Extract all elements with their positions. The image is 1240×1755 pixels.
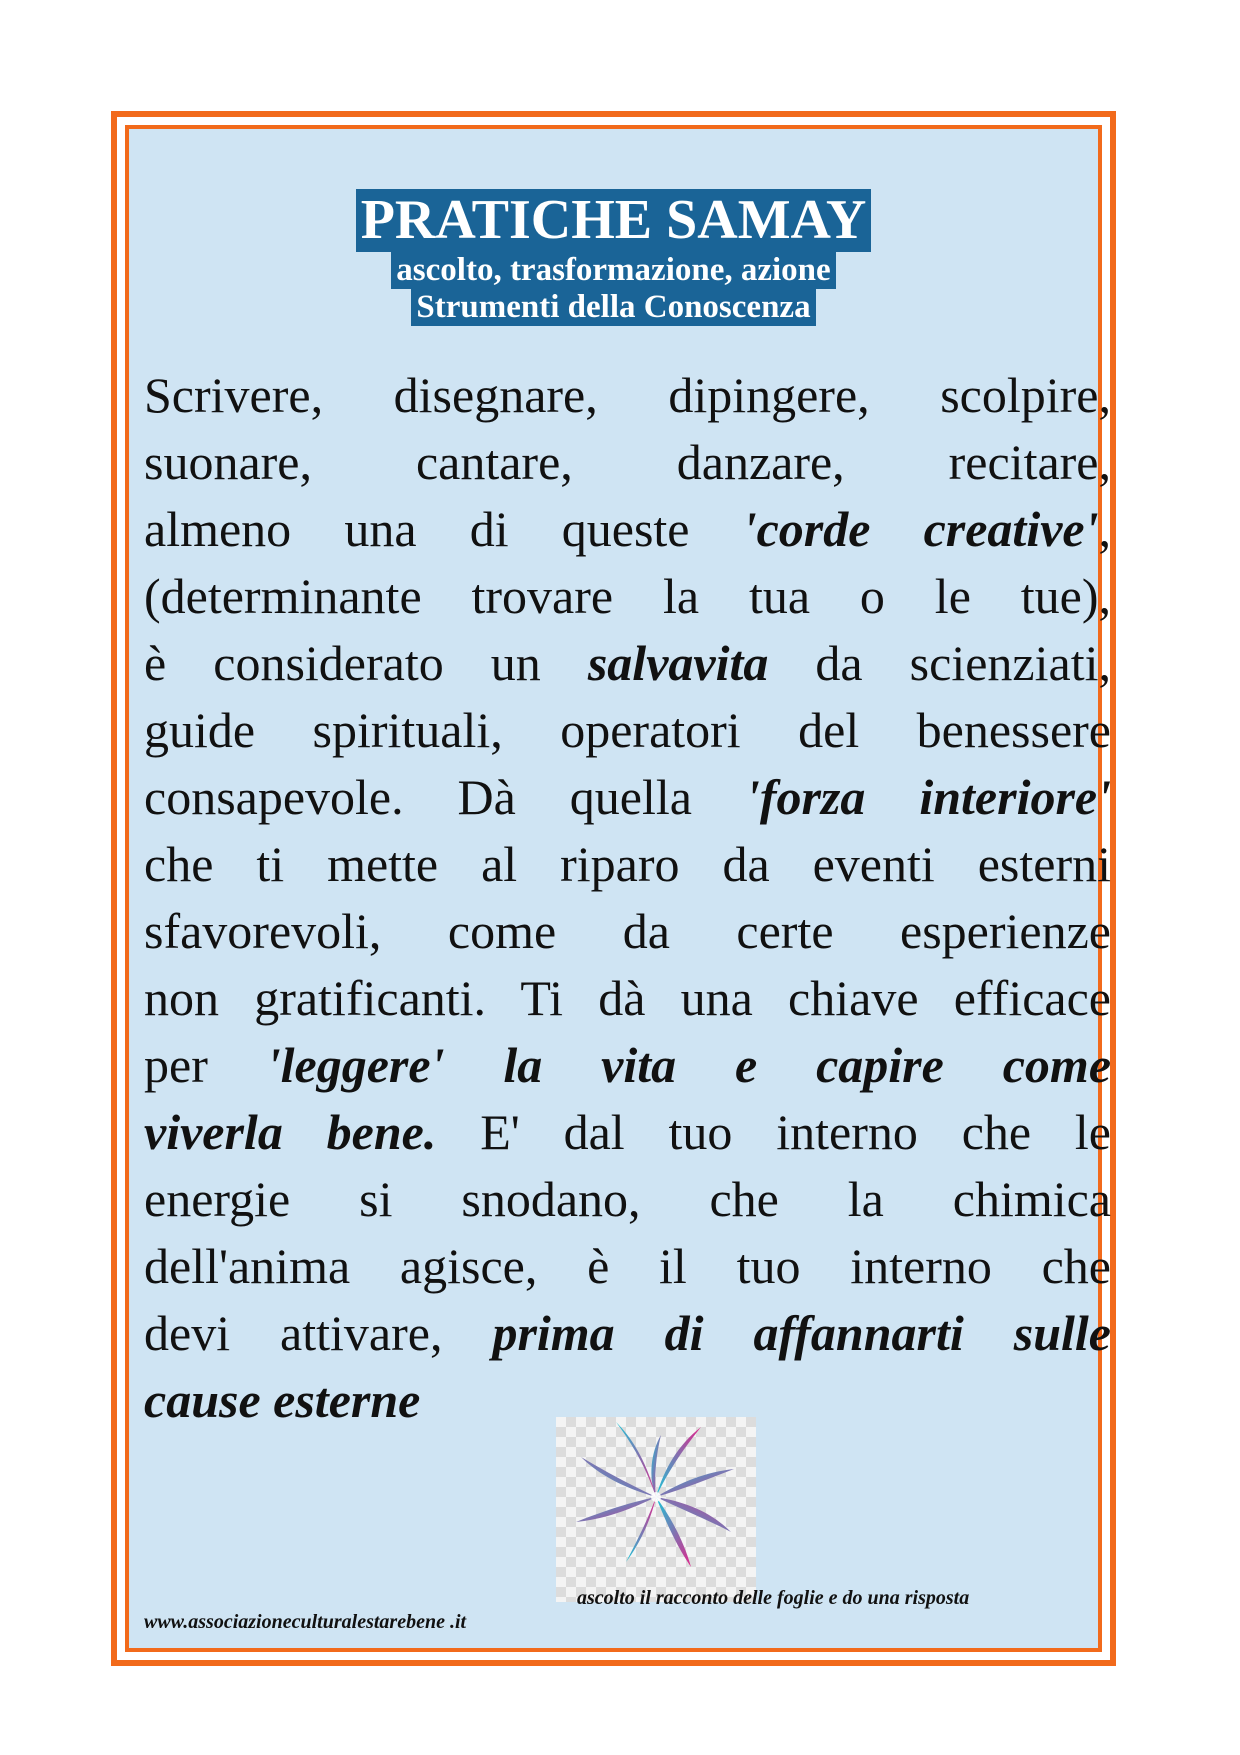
page-frame-outer (111, 111, 1116, 1666)
body-line: guide spirituali, operatori del benessere (144, 702, 1111, 758)
body-text-segment: da scienziati, (768, 635, 1111, 691)
body-line (144, 1099, 1111, 1166)
page-frame-inner (125, 125, 1112, 1652)
emphasis-text: 'leggere' la vita e capire come (266, 1037, 1112, 1093)
website-link[interactable]: www.associazioneculturalestarebene .it (144, 1611, 467, 1633)
logo-caption: ascolto il racconto delle foglie e do una risposta (577, 1587, 970, 1609)
emphasis-text: salvavita (587, 635, 769, 691)
body-line (144, 764, 1111, 831)
body-line (144, 496, 1111, 563)
body-line: Scrivere, disegnare, dipingere, scolpire, (144, 367, 1111, 423)
body-text-segment: E' dal tuo interno che le (436, 1104, 1112, 1160)
body-line: energie si snodano, che la chimica (144, 1171, 1111, 1227)
emphasis-text: viverla bene. (144, 1104, 437, 1160)
body-line: non gratificanti. Ti dà una chiave efficace (144, 970, 1111, 1026)
body-text-segment: è considerato un (144, 635, 588, 691)
body-line: suonare, cantare, danzare, recitare, (144, 434, 1111, 490)
leaf-flower-logo-icon (556, 1417, 756, 1602)
page-subtitle-2: Strumenti della Conoscenza (411, 289, 815, 326)
body-line (144, 1300, 1111, 1367)
body-text-segment: almeno una di queste (144, 501, 743, 557)
body-line (144, 630, 1111, 697)
emphasis-text: prima di affannarti sulle (492, 1305, 1111, 1361)
body-line: (determinante trovare la tua o le tue), (144, 568, 1111, 624)
body-text-segment: , (1098, 501, 1111, 557)
body-line: dell'anima agisce, è il tuo interno che (144, 1238, 1111, 1294)
body-text-segment: per (144, 1037, 267, 1093)
emphasis-text: 'forza interiore' (745, 769, 1111, 825)
emphasis-text: 'corde creative' (742, 501, 1099, 557)
body-paragraph (144, 362, 1111, 1434)
body-text-segment: devi attivare, (144, 1305, 493, 1361)
body-text-segment: consapevole. Dà quella (144, 769, 746, 825)
page-title: PRATICHE SAMAY (356, 189, 872, 252)
title-block (129, 189, 1098, 326)
body-line: sfavorevoli, come da certe esperienze (144, 903, 1111, 959)
body-line: che ti mette al riparo da eventi esterni (144, 836, 1111, 892)
emphasis-text: cause esterne (144, 1372, 421, 1428)
body-line (144, 1032, 1111, 1099)
page-subtitle: ascolto, trasformazione, azione (391, 252, 835, 289)
